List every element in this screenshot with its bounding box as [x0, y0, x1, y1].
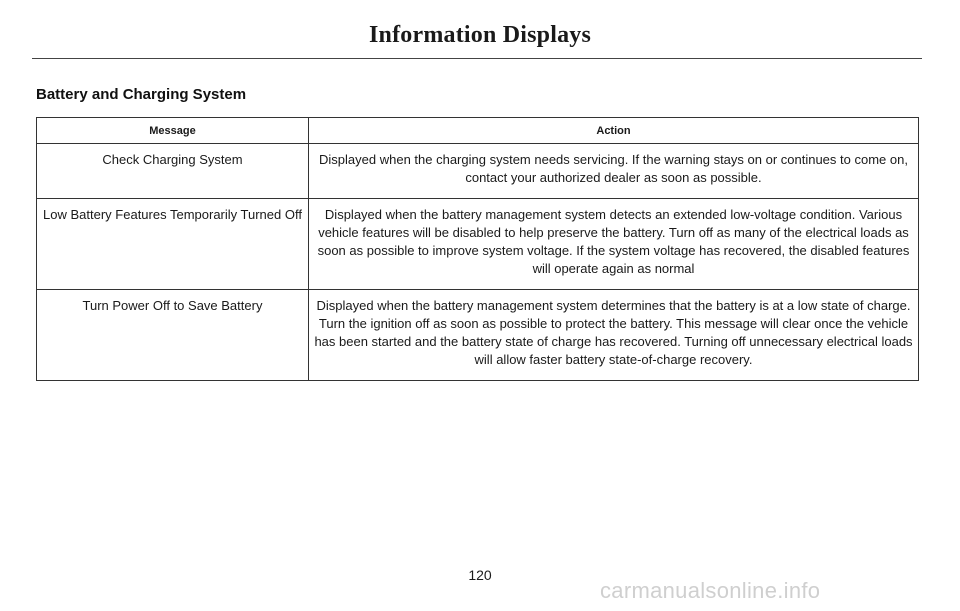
title-divider: [32, 58, 922, 59]
table-row: [37, 144, 919, 199]
message-cell: Turn Power Off to Save Battery: [37, 290, 309, 381]
action-cell: Displayed when the battery management system detects an extended low-voltage condition. Various vehicle features will be disabled to help preserve the battery. Turn off as many of the electrical loads as soon as possible to improve system voltage. If the system voltage has recovered, the disabled features will operate again as normal: [309, 199, 919, 290]
action-cell: Displayed when the charging system needs servicing. If the warning stays on or continues to come on, contact your authorized dealer as soon as possible.: [309, 144, 919, 199]
table-row: [37, 199, 919, 290]
watermark: carmanualsonline.info: [600, 578, 821, 603]
page-title: Information Displays: [368, 22, 592, 48]
message-cell: Low Battery Features Temporarily Turned Off: [37, 199, 309, 290]
section-heading: Battery and Charging System: [36, 86, 247, 103]
message-cell: Check Charging System: [37, 144, 309, 199]
message-table: [36, 117, 919, 381]
table-row: [37, 290, 919, 381]
column-header-message: Message: [37, 118, 309, 144]
table-header-row: [37, 118, 919, 144]
column-header-action: Action: [309, 118, 919, 144]
page-number: 120: [468, 567, 492, 583]
action-cell: Displayed when the battery management system determines that the battery is at a low state of charge. Turn the ignition off as soon as possible to protect the battery. This message will clear once the vehicle has been started and the battery state of charge has recovered. Turning off unnecessary electrical loads will allow faster battery state-of-charge recovery.: [309, 290, 919, 381]
